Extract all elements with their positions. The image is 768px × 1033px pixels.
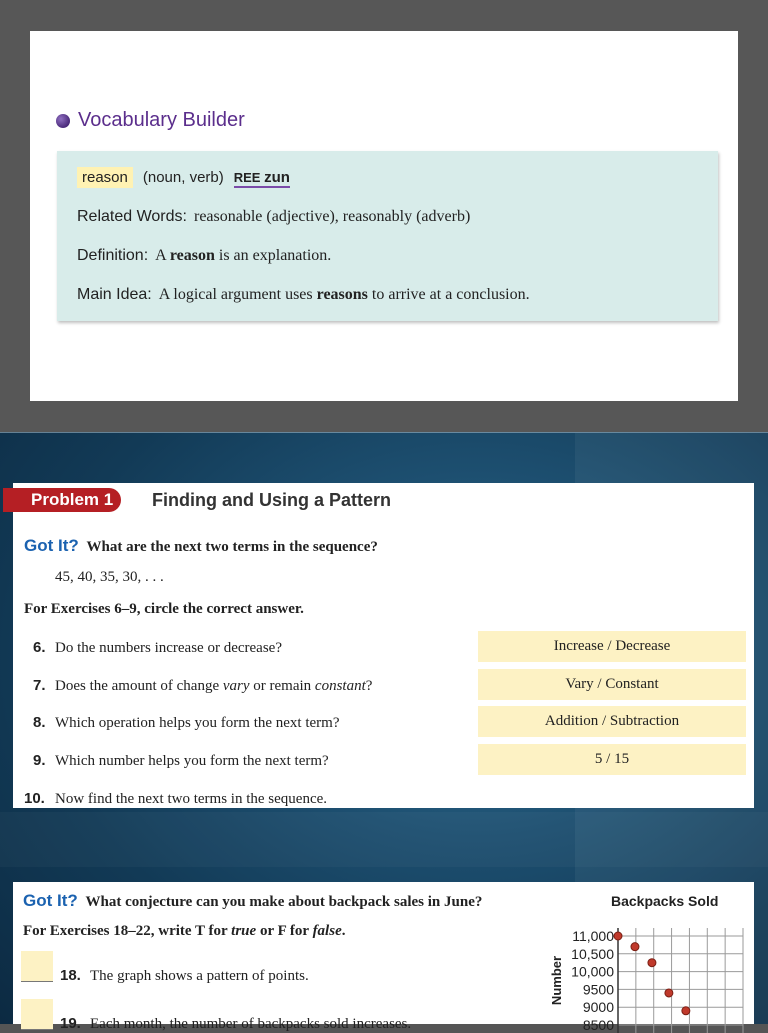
y-tick-label: 8500 — [582, 1017, 614, 1033]
bullet-icon — [56, 114, 70, 128]
got-it-question: What conjecture can you make about backpack sales in June? — [85, 894, 483, 910]
vocabulary-card — [57, 151, 718, 321]
answer-choice-8[interactable]: Addition / Subtraction — [478, 706, 746, 737]
main-idea-label: Main Idea: — [77, 286, 152, 303]
related-label: Related Words: — [77, 208, 187, 225]
exercise-text: Which number helps you form the next term? — [55, 753, 329, 769]
definition-label: Definition: — [77, 247, 149, 264]
got-it-question: What are the next two terms in the sequence? — [86, 539, 378, 555]
vocabulary-slide — [30, 31, 738, 401]
instructions-post: . — [341, 923, 346, 939]
sequence: 45, 40, 35, 30, . . . — [55, 569, 164, 585]
main-idea-post: to arrive at a conclusion. — [371, 286, 530, 303]
vocabulary-title: Vocabulary Builder — [78, 109, 245, 131]
related-words-line — [77, 208, 470, 226]
data-point — [682, 1007, 690, 1015]
definition-pre: A — [155, 247, 166, 264]
vocab-word: reason — [77, 167, 133, 188]
data-point — [665, 989, 673, 997]
exercise-8 — [33, 714, 340, 732]
got-it-label: Got It? — [23, 891, 78, 910]
exercise-text: Which operation helps you form the next term? — [55, 715, 340, 731]
exercise-number: 8. — [33, 714, 46, 731]
pronunciation-a: REE — [233, 170, 261, 185]
answer-choice-9[interactable]: 5 / 15 — [478, 744, 746, 775]
exercise-text-italic: vary — [222, 678, 250, 694]
conjecture-slide — [13, 882, 754, 1033]
y-tick-label: 10,500 — [571, 945, 614, 962]
pronunciation-b: zun — [264, 169, 290, 186]
main-idea-line — [77, 286, 530, 304]
definition-line — [77, 247, 331, 265]
exercise-number: 9. — [33, 752, 46, 769]
problem-slide — [13, 483, 754, 808]
slide-divider — [0, 432, 768, 433]
y-tick-label: 10,000 — [571, 963, 614, 980]
definition-post: is an explanation. — [218, 247, 332, 264]
exercise-10 — [24, 790, 327, 808]
pronunciation — [234, 170, 290, 188]
y-tick-label: 11,000 — [572, 928, 614, 944]
instructions-italic: true — [231, 923, 257, 939]
instructions-mid: or F for — [256, 923, 313, 939]
vocabulary-heading — [56, 109, 245, 132]
exercise-text-mid: or remain — [249, 678, 315, 694]
main-idea-bold: reasons — [316, 286, 368, 303]
instructions-pre: For Exercises 18–22, write T for — [23, 923, 232, 939]
chart-title: Backpacks Sold — [611, 893, 719, 909]
related-text: reasonable (adjective), reasonably (adverb) — [193, 208, 471, 225]
exercise-7 — [33, 677, 372, 695]
main-idea-pre: A logical argument uses — [158, 286, 313, 303]
problem-badge: Problem 1 — [3, 488, 121, 512]
exercise-text-post: ? — [365, 678, 373, 694]
problem-title: Finding and Using a Pattern — [152, 490, 392, 510]
exercise-number: 19. — [60, 1015, 81, 1032]
exercise-6 — [33, 639, 282, 657]
exercise-number: 6. — [33, 639, 46, 656]
background-streak — [0, 812, 768, 867]
exercise-number: 10. — [24, 790, 45, 807]
exercise-text: Now find the next two terms in the sequence. — [55, 791, 328, 807]
exercise-9 — [33, 752, 329, 770]
definition-bold: reason — [169, 247, 215, 264]
instructions: For Exercises 6–9, circle the correct answer. — [24, 601, 304, 617]
y-tick-label: 9500 — [582, 981, 614, 998]
y-tick-label: 9000 — [582, 999, 614, 1016]
instructions-italic: false — [312, 923, 342, 939]
exercise-number: 7. — [33, 677, 46, 694]
exercise-text: The graph shows a pattern of points. — [90, 968, 309, 984]
backpacks-chart — [13, 882, 754, 1033]
answer-choice-7[interactable]: Vary / Constant — [478, 669, 746, 700]
y-axis-label: Number — [549, 955, 564, 1006]
exercise-text-italic: constant — [314, 678, 366, 694]
data-point — [631, 943, 639, 951]
exercise-text: Each month, the number of backpacks sold increases. — [90, 1016, 412, 1032]
word-line — [77, 169, 290, 187]
exercise-text: Do the numbers increase or decrease? — [55, 640, 282, 656]
got-it-label: Got It? — [24, 536, 79, 555]
exercise-number: 18. — [60, 967, 81, 984]
data-point — [614, 932, 622, 940]
answer-choice-6[interactable]: Increase / Decrease — [478, 631, 746, 662]
got-it-line — [24, 536, 378, 556]
data-point — [648, 959, 656, 967]
part-of-speech: (noun, verb) — [142, 169, 224, 186]
exercise-text-pre: Does the amount of change — [55, 678, 223, 694]
